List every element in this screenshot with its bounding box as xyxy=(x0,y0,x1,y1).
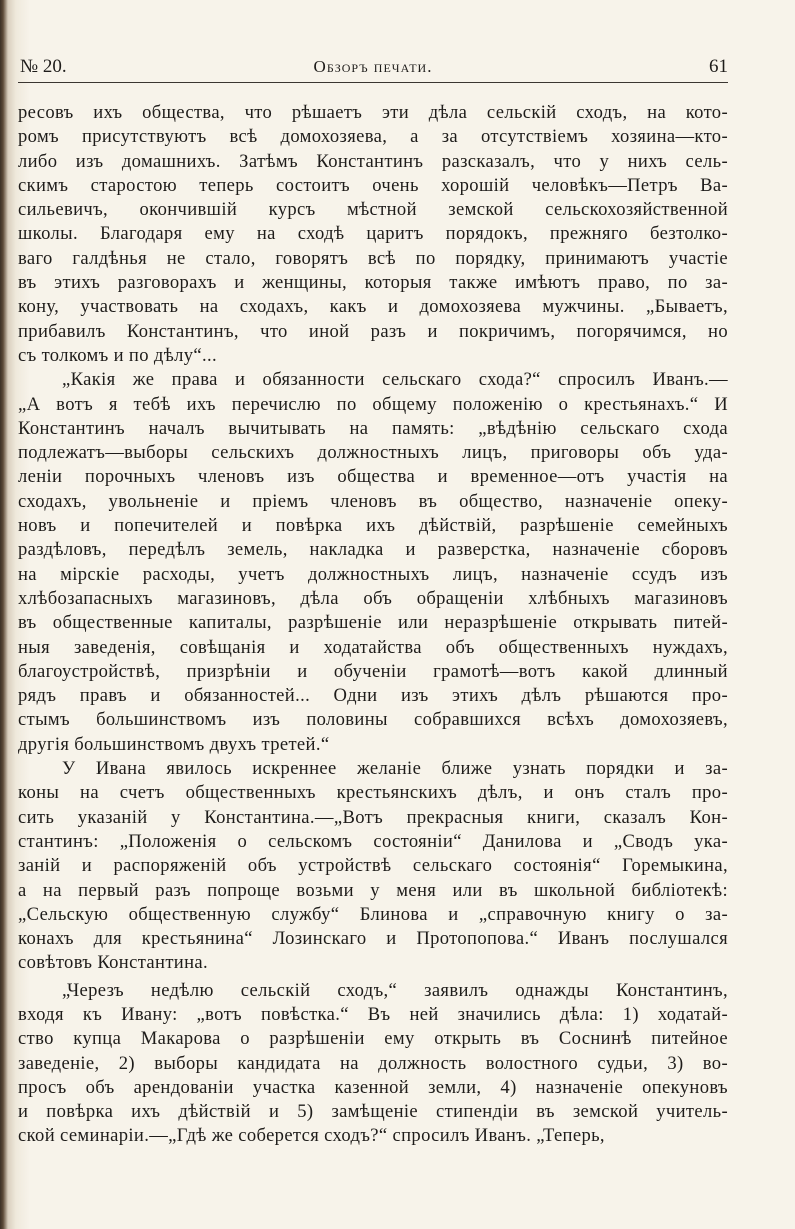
text-line: школы. Благодаря ему на сходѣ царитъ порядокъ, прежняго безтолко- xyxy=(18,223,728,245)
text-line: новъ и попечителей и повѣрка ихъ дѣйствій, разрѣшеніе семейныхъ xyxy=(18,515,728,537)
text-line: благоустройствѣ, призрѣніи и обученіи грамотѣ—вотъ какой длинный xyxy=(18,660,728,682)
article-body xyxy=(18,101,728,1149)
text-line: леніи порочныхъ членовъ изъ общества и временное—отъ участія на xyxy=(18,466,728,488)
text-line: прибавилъ Константинъ, что иной разъ и покричимъ, погорячимся, но xyxy=(18,320,728,342)
section-title: Обзоръ печати. xyxy=(313,57,433,76)
text-line: скимъ старостою теперь состоитъ очень хорошій человѣкъ—Петръ Ва- xyxy=(18,174,728,196)
paragraph xyxy=(18,368,728,757)
text-line: рядъ правъ и обязанностей... Одни изъ этихъ дѣлъ рѣшаются про- xyxy=(18,685,728,707)
paragraph xyxy=(18,101,728,368)
text-line: а на первый разъ попроще возьми у меня или въ школьной библіотекѣ: xyxy=(18,879,728,901)
text-line: въ общественные капиталы, разрѣшеніе или неразрѣшеніе открывать питей- xyxy=(18,612,728,634)
paragraph xyxy=(18,979,728,1149)
header-rule xyxy=(18,82,728,83)
text-line: либо изъ домашнихъ. Затѣмъ Константинъ разсказалъ, что у нихъ сель- xyxy=(18,150,728,172)
text-line: входя къ Ивану: „вотъ повѣстка.“ Въ ней значились дѣла: 1) ходатай- xyxy=(18,1003,728,1025)
text-line: ныя заведенія, совѣщанія и ходатайства объ общественныхъ нуждахъ, xyxy=(18,636,728,658)
text-line: и повѣрка ихъ дѣйствій и 5) замѣщеніе стипендіи въ земской учитель- xyxy=(18,1101,728,1123)
text-line: хлѣбозапасныхъ магазиновъ, дѣла объ обращеніи хлѣбныхъ магазиновъ xyxy=(18,587,728,609)
text-line: конахъ для крестьянина“ Лозинскаго и Протопопова.“ Иванъ послушался xyxy=(18,928,728,950)
text-line: заведеніе, 2) выборы кандидата на должность волостного судьи, 3) во- xyxy=(18,1052,728,1074)
text-line: У Ивана явилось искреннее желаніе ближе узнать порядки и за- xyxy=(62,758,728,780)
text-line: сходахъ, увольненіе и пріемъ членовъ въ общество, назначеніе опеку- xyxy=(18,490,728,512)
text-line: подлежатъ—выборы сельскихъ должностныхъ лицъ, приговоры объ уда- xyxy=(18,442,728,464)
text-line: „Сельскую общественную службу“ Блинова и „справочную книгу о за- xyxy=(18,903,728,925)
text-line: совѣтовъ Константина. xyxy=(18,952,208,974)
text-line: заній и распоряженій объ устройствѣ сельскаго состоянія“ Горемыкина, xyxy=(18,855,728,877)
text-line: Константинъ началъ вычитывать на память: „вѣдѣнію сельскаго схода xyxy=(18,417,728,439)
text-line: „А вотъ я тебѣ ихъ перечислю по общему положенію о крестьянахъ.“ И xyxy=(18,393,728,415)
text-line: съ толкомъ и по дѣлу“... xyxy=(18,344,218,366)
text-line: сильевичъ, окончившій курсъ мѣстной земской сельскохозяйственной xyxy=(18,199,728,221)
text-line: коны на счетъ общественныхъ крестьянскихъ дѣлъ, и онъ сталъ про- xyxy=(18,782,728,804)
text-line: ресовъ ихъ общества, что рѣшаетъ эти дѣла сельскій сходъ, на кото- xyxy=(18,102,728,123)
running-header xyxy=(18,56,728,84)
text-line: ство купца Макарова о разрѣшеніи ему открыть въ Соснинѣ питейное xyxy=(18,1028,728,1050)
text-line: просъ объ арендованіи участка казенной земли, 4) назначеніе опекуновъ xyxy=(18,1076,728,1098)
text-line: раздѣловъ, передѣлъ земель, накладка и разверстка, назначеніе сборовъ xyxy=(18,539,728,561)
issue-number: № 20. xyxy=(20,56,67,77)
text-line: „Черезъ недѣлю сельскій сходъ,“ заявилъ однажды Константинъ, xyxy=(62,979,728,1001)
text-line: кону, участвовать на сходахъ, какъ и домохозяева мужчины. „Бываетъ, xyxy=(18,296,728,318)
text-line: на мірскіе расходы, учетъ должностныхъ лицъ, назначеніе ссудъ изъ xyxy=(18,563,728,585)
text-line: ской семинаріи.—„Гдѣ же соберется сходъ?“ спросилъ Иванъ. „Теперь, xyxy=(18,1125,605,1147)
paragraph xyxy=(18,757,728,976)
page-number: 61 xyxy=(709,56,728,77)
text-line: другія большинствомъ двухъ третей.“ xyxy=(18,733,330,755)
text-line: стымъ большинствомъ изъ половины собравшихся всѣхъ домохозяевъ, xyxy=(18,709,728,731)
text-line: „Какія же права и обязанности сельскаго схода?“ спросилъ Иванъ.— xyxy=(62,369,728,391)
text-line: сить указаній у Константина.—„Вотъ прекрасныя книги, сказалъ Кон- xyxy=(18,806,728,828)
text-line: въ этихъ разговорахъ и женщины, которыя также имѣютъ право, по за- xyxy=(18,272,728,294)
text-line: стантинъ: „Положенія о сельскомъ состояніи“ Данилова и „Сводъ ука- xyxy=(18,830,728,852)
text-line: ваго галдѣнья не стало, говорятъ всѣ по порядку, принимаютъ участіе xyxy=(18,247,728,269)
text-line: ромъ присутствуютъ всѣ домохозяева, а за отсутствіемъ хозяина—кто- xyxy=(18,126,728,148)
